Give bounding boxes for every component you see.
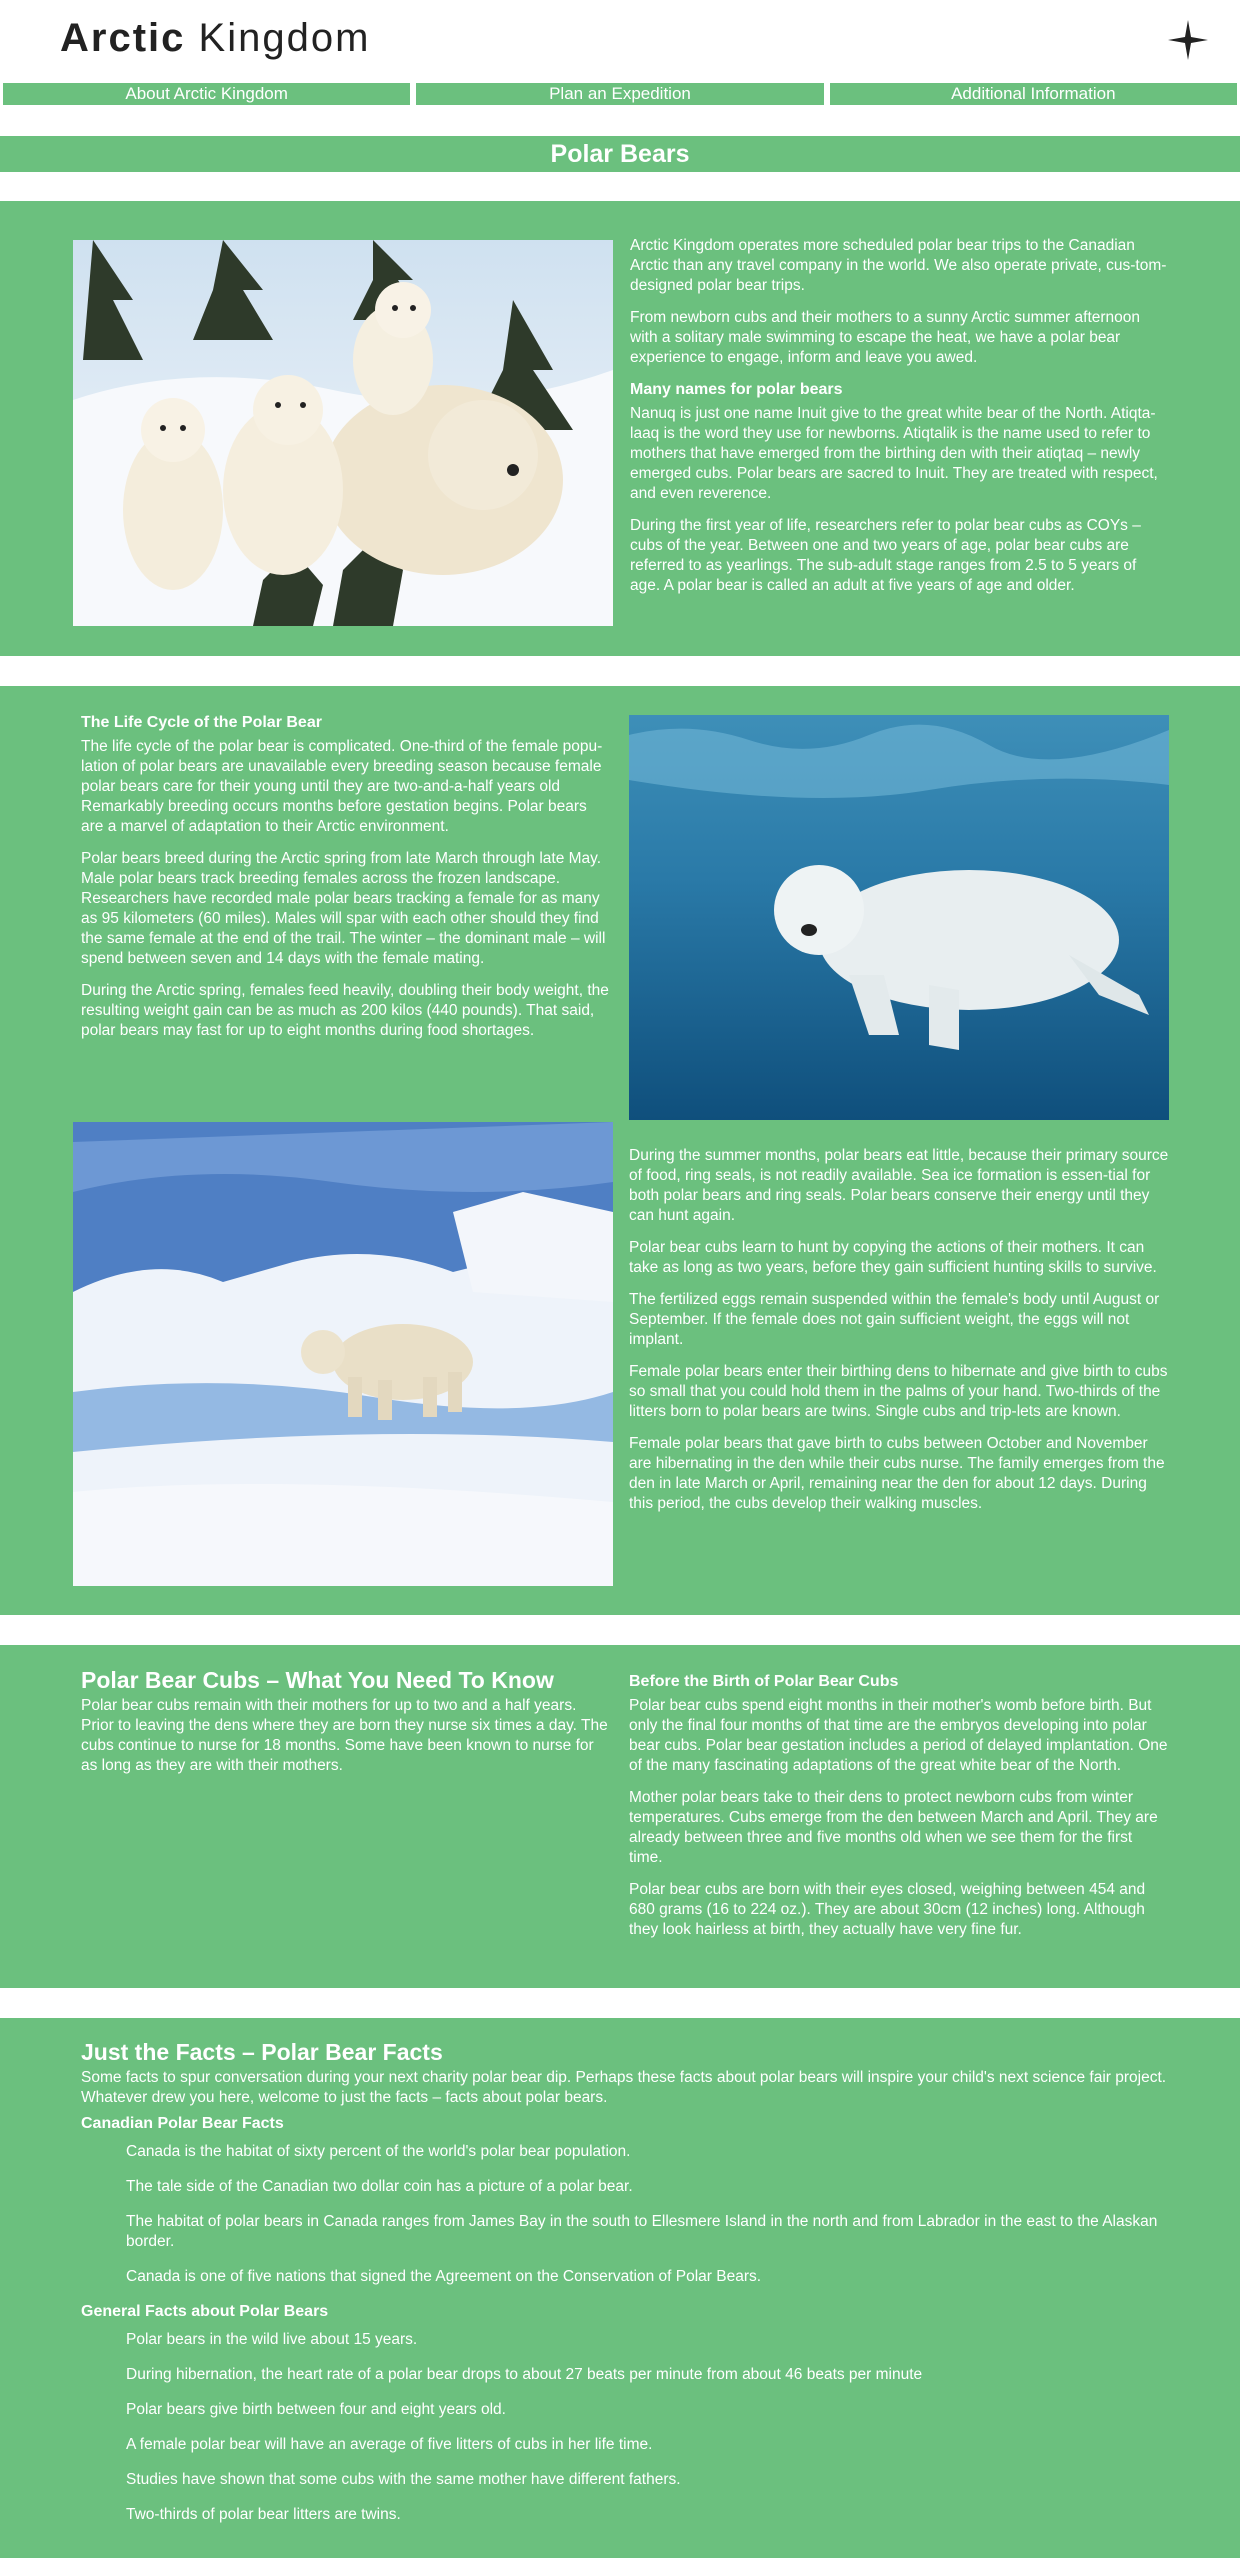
intro-paragraph: From newborn cubs and their mothers to a sunny Arctic summer afternoon with a solitary male swimming to escape the heat, we have a polar bear experience to engage, inform and leave you awed.	[630, 309, 1141, 366]
nav-plan-expedition[interactable]: Plan an Expedition	[415, 82, 824, 106]
lifecycle-paragraph: The fertilized eggs remain suspended within the female's body until August or September. If the female does not gain sufficient weight, the eggs will not implant.	[629, 1291, 1160, 1348]
facts-text	[81, 2039, 1181, 2540]
site-header	[0, 0, 1240, 80]
lifecycle-paragraph: Female polar bears that gave birth to cubs between October and November are hibernating in the den while their cubs nurse. The family emerges from the den in late March or April, remaining near the den for about 12 days. During this period, the cubs develop their walking muscles.	[629, 1435, 1165, 1512]
swimming-polar-bear-image	[629, 715, 1169, 1120]
cubs-heading: Polar Bear Cubs – What You Need To Know	[81, 1667, 554, 1693]
list-item: Polar bears in the wild live about 15 years.	[126, 2331, 418, 2348]
compass-star-icon[interactable]	[1166, 18, 1210, 62]
list-item: Studies have shown that some cubs with the same mother have different fathers.	[126, 2471, 681, 2488]
birth-heading: Before the Birth of Polar Bear Cubs	[629, 1673, 899, 1690]
intro-paragraph: Arctic Kingdom operates more scheduled polar bear trips to the Canadian Arctic than any travel company in the world. We also operate private, cus-tom-designed polar bear trips.	[630, 237, 1167, 294]
intro-section	[0, 201, 1240, 656]
lifecycle-section	[0, 686, 1240, 1615]
main-nav	[0, 82, 1240, 106]
canadian-facts-heading: Canadian Polar Bear Facts	[81, 2115, 284, 2132]
facts-heading: Just the Facts – Polar Bear Facts	[81, 2039, 443, 2065]
facts-intro: Some facts to spur conversation during your next charity polar bear dip. Perhaps these facts about polar bears will inspire your child's next science fair project. Whatever drew you here, welcome to just the facts – facts about polar bears.	[81, 2069, 1167, 2106]
birth-paragraph: Polar bear cubs spend eight months in their mother's womb before birth. But only the final four months of that time are the embryos developing into polar bear cubs. Polar bear gestation includes a period of delayed implantation. One of the many fascinating adaptations of the great white bear of the North.	[629, 1697, 1168, 1774]
lifecycle-paragraph: During the summer months, polar bears eat little, because their primary source of food, ring seals, is not readily available. Sea ice formation is essen-tial for both polar bears and ring seals. Polar bears conserve their energy until they can hunt again.	[629, 1147, 1169, 1224]
names-heading: Many names for polar bears	[630, 381, 843, 398]
lifecycle-paragraph: Polar bears breed during the Arctic spring from late March through late May. Male polar bears track breeding females across the frozen landscape. Researchers have recorded male polar bears tracking a female for as many as 95 kilometers (60 miles). Males will spar with each other should they find the same female at the end of the trail. The winter – the dominant male – will spend between seven and 14 days with the female mating.	[81, 850, 606, 967]
cubs-section	[0, 1645, 1240, 1988]
lifecycle-paragraph: During the Arctic spring, females feed heavily, doubling their body weight, the resulting weight gain can be as much as 200 kilos (440 pounds). That said, polar bears may fast for up to eight months during food shortages.	[81, 982, 609, 1039]
list-item: Two-thirds of polar bear litters are twins.	[126, 2506, 401, 2523]
nav-about[interactable]: About Arctic Kingdom	[2, 82, 411, 106]
intro-paragraph: During the first year of life, researchers refer to polar bear cubs as COYs – cubs of the year. Between one and two years of age, polar bear cubs are referred to as yearlings. The sub-adult stage ranges from 2.5 to 5 years of age. A polar bear is called an adult at five years of age and older.	[630, 517, 1141, 594]
list-item: The habitat of polar bears in Canada ranges from James Bay in the south to Ellesmere Island in the north and from Labrador in the east to the Alaskan border.	[126, 2213, 1158, 2250]
nav-additional-information[interactable]: Additional Information	[829, 82, 1238, 106]
lifecycle-paragraph: The life cycle of the polar bear is complicated. One-third of the female popu-lation of polar bears are unavailable every breeding season because female polar bears care for their young until they are two-and-a-half years old Remarkably breeding occurs months before gestation begins. Polar bears are a marvel of adaptation to their Arctic environment.	[81, 738, 603, 835]
list-item: Canada is one of five nations that signed the Agreement on the Conservation of Polar Bears.	[126, 2268, 762, 2285]
birth-text	[629, 1672, 1169, 1952]
list-item: During hibernation, the heart rate of a polar bear drops to about 27 beats per minute from about 46 beats per minute	[126, 2366, 923, 2383]
cubs-text	[81, 1667, 611, 1788]
birth-paragraph: Mother polar bears take to their dens to protect newborn cubs from winter temperatures. Cubs emerge from the den between March and April. They are already between three and five months old when we see them for the first time.	[629, 1789, 1158, 1866]
intro-text	[630, 236, 1170, 608]
cubs-paragraph: Polar bear cubs remain with their mothers for up to two and a half years. Prior to leaving the dens where they are born they nurse six times a day. The cubs continue to nurse for 18 months. Some have been known to nurse for as long as they are with their mothers.	[81, 1697, 608, 1774]
lifecycle-text-bottom	[629, 1146, 1169, 1526]
page-title: Polar Bears	[550, 140, 690, 168]
page-title-bar	[0, 136, 1240, 172]
facts-section	[0, 2018, 1240, 2558]
lifecycle-paragraph: Polar bear cubs learn to hunt by copying the actions of their mothers. It can take as long as two years, before they gain sufficient hunting skills to survive.	[629, 1239, 1157, 1276]
walking-polar-bear-image	[73, 1122, 613, 1586]
list-item: The tale side of the Canadian two dollar coin has a picture of a polar bear.	[126, 2178, 633, 2195]
general-facts-list	[81, 2330, 1181, 2525]
lifecycle-heading: The Life Cycle of the Polar Bear	[81, 714, 322, 731]
general-facts-heading: General Facts about Polar Bears	[81, 2303, 329, 2320]
lifecycle-paragraph: Female polar bears enter their birthing dens to hibernate and give birth to cubs so small that you could hold them in the palms of your hand. Two-thirds of the litters born to polar bears are twins. Single cubs and trip-lets are known.	[629, 1363, 1168, 1420]
list-item: A female polar bear will have an average of five litters of cubs in her life time.	[126, 2436, 653, 2453]
lifecycle-text-top	[81, 713, 611, 1053]
polar-bear-family-image	[73, 240, 613, 626]
list-item: Canada is the habitat of sixty percent of the world's polar bear population.	[126, 2143, 631, 2160]
logo-light-text: Kingdom	[198, 16, 371, 60]
logo-bold-text: Arctic	[60, 16, 186, 60]
site-logo[interactable]	[60, 16, 370, 61]
birth-paragraph: Polar bear cubs are born with their eyes closed, weighing between 454 and 680 grams (16 to 224 oz.). They are about 30cm (12 inches) long. Although they look hairless at birth, they actually have very fine fur.	[629, 1881, 1146, 1938]
intro-paragraph: Nanuq is just one name Inuit give to the great white bear of the North. Atiqta-laaq is the word they use for newborns. Atiqtalik is the name used to refer to mothers that have emerged from the birthing den with their atiqtaq – newly emerged cubs. Polar bears are sacred to Inuit. They are treated with respect, and even reverence.	[630, 405, 1158, 502]
list-item: Polar bears give birth between four and eight years old.	[126, 2401, 506, 2418]
canadian-facts-list	[81, 2142, 1181, 2287]
